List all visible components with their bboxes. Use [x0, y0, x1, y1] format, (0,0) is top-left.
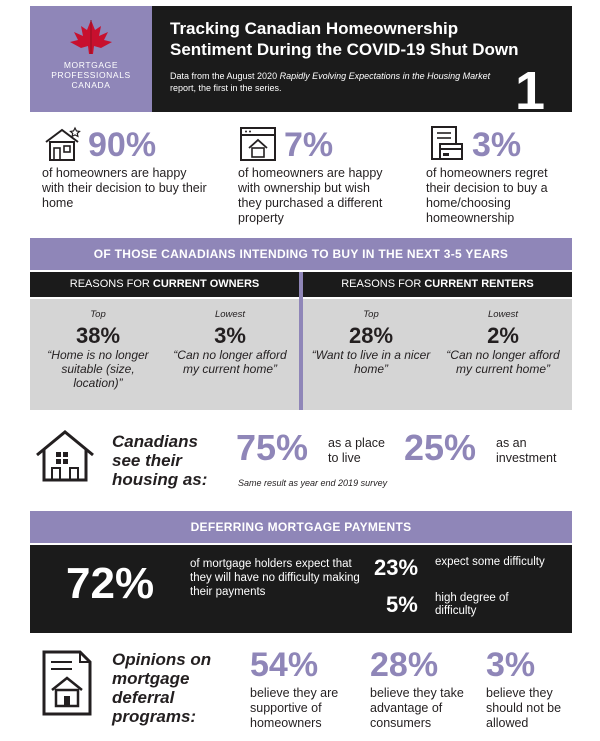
- stat-card: [238, 124, 383, 225]
- reason-rank-label: Top: [90, 309, 106, 320]
- opinion-item: [486, 648, 576, 731]
- reason-quote: “Home is no longer suitable (size, location)”: [47, 348, 149, 390]
- contract-house-icon: [36, 650, 100, 718]
- reason-rank-label: Top: [363, 309, 379, 320]
- reasons-owners-panel: [30, 299, 299, 410]
- housing-heading: Canadians see their housing as:: [112, 432, 208, 489]
- reasons-renters-panel: [303, 299, 572, 410]
- org-logo: [30, 6, 152, 112]
- house-star-icon: [42, 124, 82, 164]
- reason-value: 38%: [75, 323, 121, 348]
- opinion-desc: believe they are supportive of homeowners: [250, 686, 339, 730]
- deferral-main-desc: of mortgage holders expect that they will have no difficulty making their payments: [190, 558, 360, 598]
- opinion-value: 3%: [486, 646, 536, 684]
- reason-value: 2%: [487, 323, 519, 348]
- reason-value: 28%: [348, 323, 394, 348]
- opinion-desc: believe they take advantage of consumers: [370, 686, 464, 730]
- housing-live-desc: as a place to live: [328, 436, 385, 465]
- stat-card: [426, 124, 548, 225]
- reason-quote: “Can no longer afford my current home”: [173, 348, 287, 376]
- page-title: Tracking Canadian Homeownership Sentiment During the COVID-19 Shut Down: [170, 19, 519, 59]
- opinion-item: [250, 648, 360, 731]
- reasons-owners-header: REASONS FOR CURRENT OWNERS: [30, 272, 299, 297]
- section-band-intending: OF THOSE CANADIANS INTENDING TO BUY IN THE NEXT 3-5 YEARS: [30, 238, 572, 270]
- reasons-renters-header: REASONS FOR CURRENT RENTERS: [303, 272, 572, 297]
- document-cards-icon: [426, 124, 466, 164]
- reason-top: [311, 309, 431, 376]
- deferral-high-desc: high degree of difficulty: [435, 592, 509, 617]
- reason-rank-label: Lowest: [214, 309, 246, 320]
- housing-invest-value: 25%: [404, 427, 477, 468]
- opinion-item: [370, 648, 480, 731]
- reason-lowest: [170, 309, 290, 376]
- reason-lowest: [443, 309, 563, 376]
- stat-description: of homeowners are happy with ownership but wish they purchased a different property: [238, 166, 383, 225]
- opinions-heading: Opinions on mortgage deferral programs:: [112, 650, 212, 726]
- deferral-main-value: 72%: [66, 559, 155, 608]
- reason-quote: “Can no longer afford my current home”: [446, 348, 560, 376]
- stat-card: [42, 124, 207, 210]
- stat-description: of homeowners regret their decision to buy a home/choosing homeownership: [426, 166, 548, 225]
- housing-note: Same result as year end 2019 survey: [238, 478, 388, 488]
- reason-rank-label: Lowest: [487, 309, 519, 320]
- deferral-some-value: 23%: [374, 555, 419, 580]
- page-subtitle: Data from the August 2020 Rapidly Evolving Expectations in the Housing Market report, the first in the series.: [170, 71, 491, 93]
- maple-leaf-icon: [68, 18, 114, 56]
- stat-description: of homeowners are happy with their decision to buy their home: [42, 166, 207, 210]
- deferral-some-desc: expect some difficulty: [435, 556, 545, 568]
- series-number: 1: [515, 61, 546, 121]
- stat-value: 90%: [88, 126, 157, 164]
- section-band-deferring: DEFERRING MORTGAGE PAYMENTS: [30, 511, 572, 543]
- opinion-value: 54%: [250, 646, 319, 684]
- reason-value: 3%: [214, 323, 246, 348]
- deferral-high-value: 5%: [386, 592, 418, 617]
- stat-value: 7%: [284, 126, 334, 164]
- opinion-value: 28%: [370, 646, 439, 684]
- org-name: MORTGAGE PROFESSIONALS CANADA: [51, 60, 131, 90]
- house-window-icon: [238, 124, 278, 164]
- deferral-panel: [30, 545, 572, 633]
- stat-value: 3%: [472, 126, 522, 164]
- house-grid-icon: [34, 428, 96, 484]
- housing-live-value: 75%: [236, 427, 309, 468]
- reason-quote: “Want to live in a nicer home”: [311, 348, 431, 376]
- opinion-desc: believe they should not be allowed: [486, 686, 562, 730]
- header-banner: [30, 6, 572, 121]
- reason-top: [38, 309, 158, 390]
- housing-invest-desc: as an investment: [496, 436, 557, 465]
